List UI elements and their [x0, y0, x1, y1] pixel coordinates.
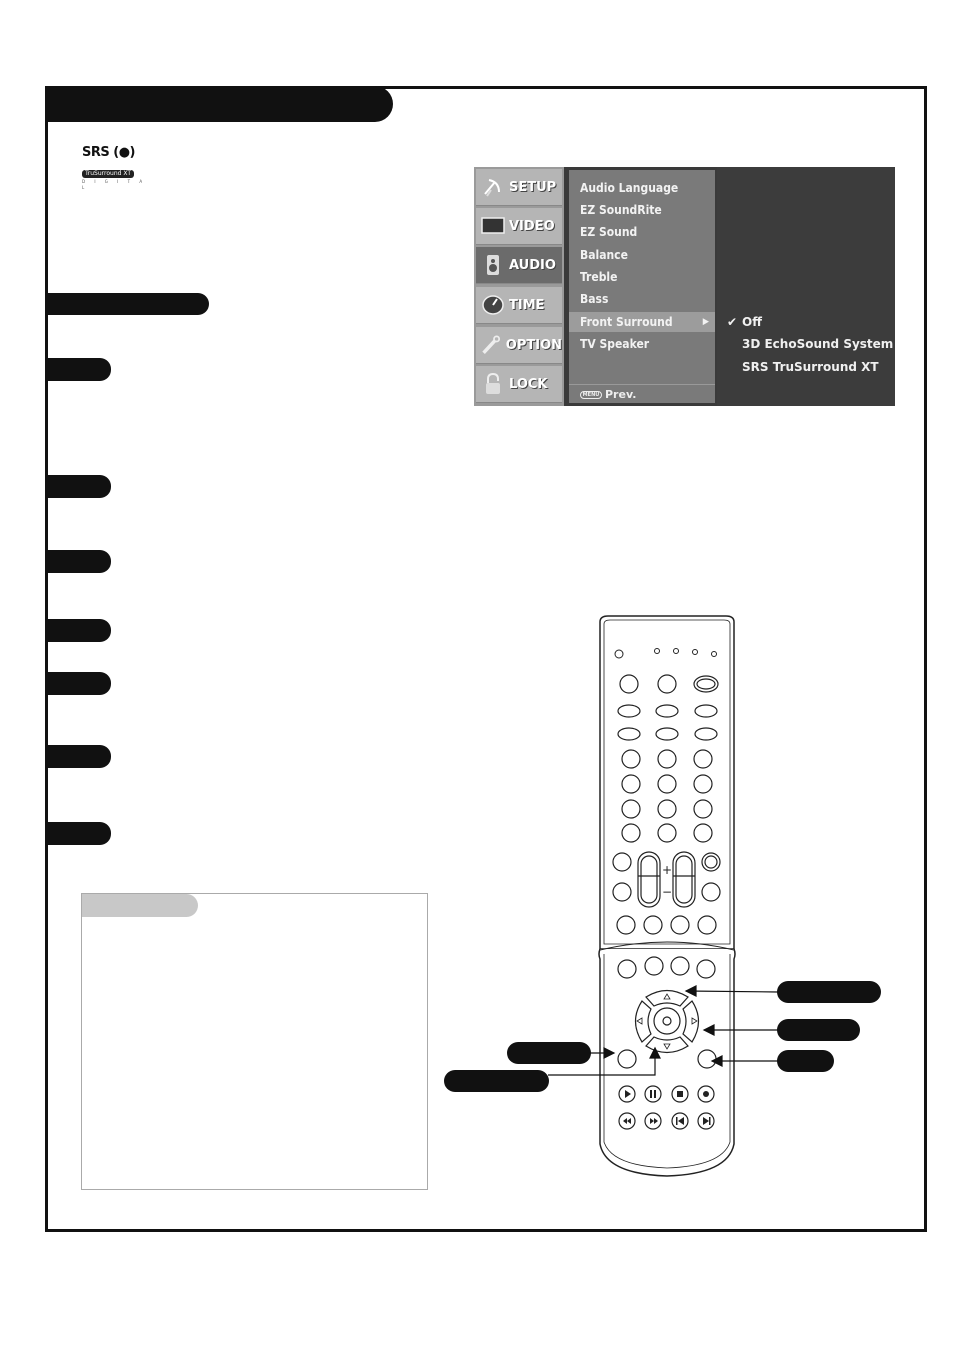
- tab-setup-label: SETUP: [509, 179, 557, 195]
- menu-item-balance[interactable]: Balance: [580, 248, 628, 262]
- remote-volume-plus-label: +: [661, 863, 673, 877]
- menu-item-audio-language[interactable]: Audio Language: [580, 181, 679, 195]
- submenu-option-off[interactable]: Off: [742, 315, 762, 329]
- tab-video-label: VIDEO: [509, 218, 555, 234]
- checkmark-icon: ✔: [727, 315, 738, 329]
- srs-logo-tagline: D I G I T A L: [82, 179, 147, 190]
- srs-logo-subtitle: TruSurround XT: [82, 170, 134, 178]
- callout-label-menu: [507, 1042, 591, 1064]
- tab-option-label: OPTION: [505, 337, 562, 353]
- menu-key-icon: MENU: [580, 391, 602, 399]
- srs-logo-name: SRS: [82, 145, 110, 160]
- menu-item-front-surround-label: Front Surround: [580, 315, 673, 329]
- menu-prev-label: Prev.: [605, 388, 637, 401]
- menu-item-ez-sound[interactable]: EZ Sound: [580, 225, 638, 239]
- remote-volume-minus-label: −: [661, 885, 673, 899]
- menu-item-treble[interactable]: Treble: [580, 270, 618, 284]
- submenu-option-3d-echosound[interactable]: 3D EchoSound System: [742, 337, 894, 351]
- menu-item-ez-soundrite[interactable]: EZ SoundRite: [580, 203, 662, 217]
- tab-lock-label: LOCK: [509, 376, 548, 392]
- triangle-right-icon: ▶: [702, 317, 709, 327]
- tab-time-label: TIME: [509, 297, 545, 313]
- tab-audio-label: AUDIO: [509, 257, 556, 273]
- srs-logo-circle-icon: (●): [109, 145, 136, 160]
- callout-label-right-arrow: [777, 1019, 860, 1041]
- callout-label-up-arrow: [777, 981, 881, 1003]
- menu-item-bass[interactable]: Bass: [580, 292, 609, 306]
- callout-label-exit: [777, 1050, 834, 1072]
- menu-item-tv-speaker[interactable]: TV Speaker: [580, 337, 650, 351]
- callout-label-down-arrow: [444, 1070, 549, 1092]
- submenu-option-srs-trusurround[interactable]: SRS TruSurround XT: [742, 360, 879, 374]
